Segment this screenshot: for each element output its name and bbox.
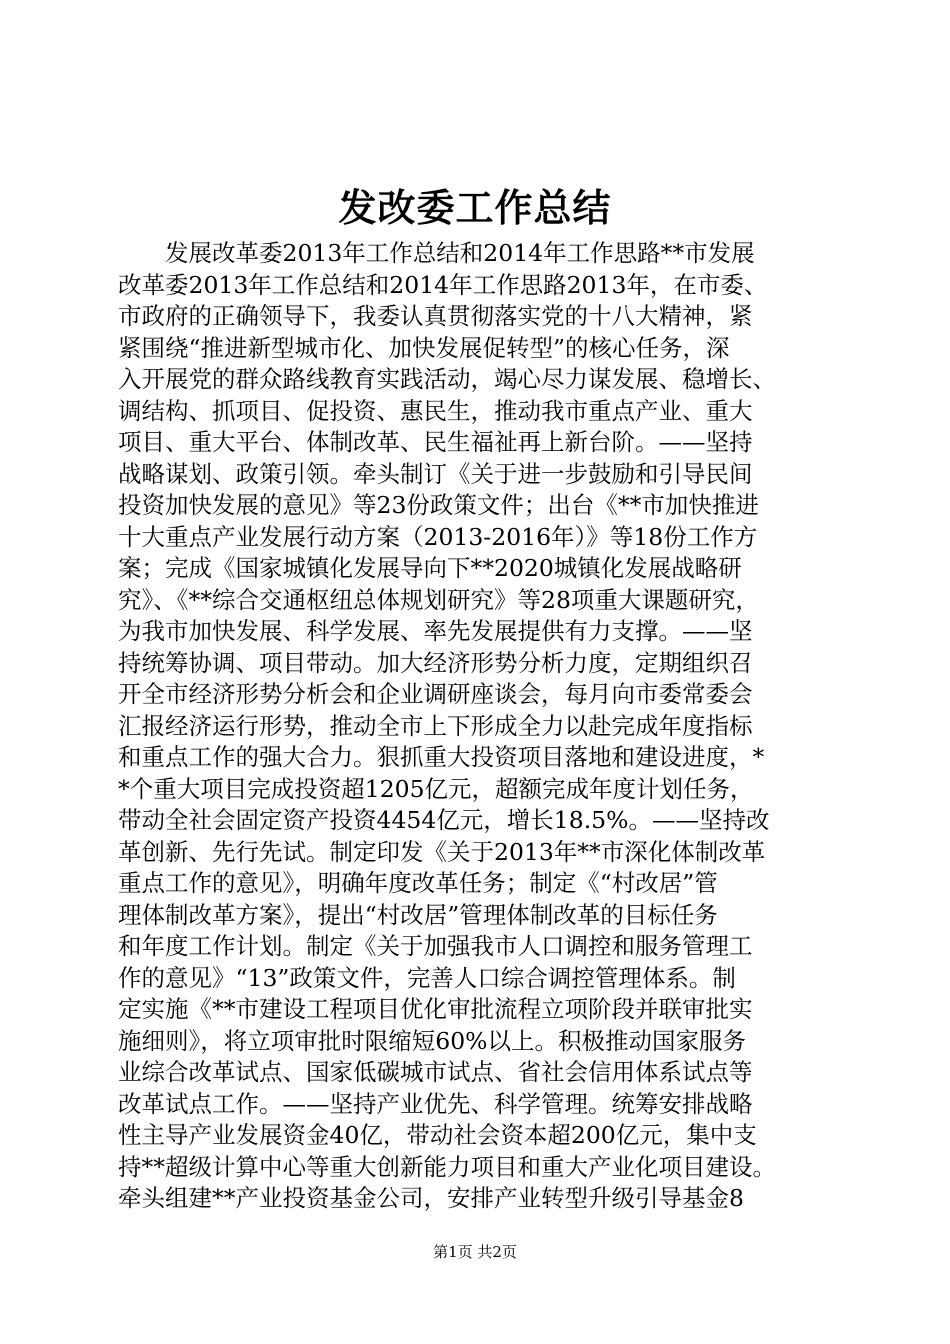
body-line: 带动全社会固定资产投资4454亿元，增长18.5%。——坚持改: [118, 806, 770, 834]
document-title: 发改委工作总结: [338, 185, 612, 230]
body-line: 投资加快发展的意见》等23份政策文件；出台《**市加快推进: [118, 491, 759, 519]
body-line: 改革试点工作。——坚持产业优先、科学管理。统筹安排战略: [118, 1089, 753, 1118]
body-line: 作的意见》“13”政策文件，完善人口综合调控管理体系。制: [118, 963, 736, 992]
body-line: 和年度工作计划。制定《关于加强我市人口调控和服务管理工: [118, 932, 753, 960]
body-line: 战略谋划、政策引领。牵头制订《关于进一步鼓励和引导民间: [118, 459, 753, 488]
body-line: 重点工作的意见》，明确年度改革任务；制定《“村改居”管: [118, 869, 718, 897]
body-line: 为我市加快发展、科学发展、率先发展提供有力支撑。——坚: [118, 617, 753, 645]
body-line: 入开展党的群众路线教育实践活动，竭心尽力谋发展、稳增长、: [118, 365, 776, 393]
body-line: 革创新、先行先试。制定印发《关于2013年**市深化体制改革: [118, 837, 766, 866]
body-line: 持**超级计算中心等重大创新能力项目和重大产业化项目建设。: [118, 1152, 776, 1181]
body-line: 市政府的正确领导下，我委认真贯彻落实党的十八大精神，紧: [118, 302, 753, 330]
body-line: 性主导产业发展资金40亿，带动社会资本超200亿元，集中支: [118, 1121, 757, 1149]
body-line: 持统筹协调、项目带动。加大经济形势分析力度，定期组织召: [118, 648, 753, 677]
body-line: 和重点工作的强大合力。狠抓重大投资项目落地和建设进度，*: [118, 743, 765, 771]
body-line: 究》、《**综合交通枢纽总体规划研究》等28项重大课题研究，: [118, 585, 759, 614]
body-line: *个重大项目完成投资超1205亿元，超额完成年度计划任务，: [118, 774, 754, 803]
body-line: 施细则》，将立项审批时限缩短60%以上。积极推动国家服务: [118, 1026, 746, 1055]
page-indicator: 第1页 共2页: [433, 1243, 517, 1261]
body-line: 开全市经济形势分析会和企业调研座谈会，每月向市委常委会: [118, 680, 753, 708]
body-line: 十大重点产业发展行动方案（2013-2016年）》等18份工作方: [118, 522, 758, 551]
body-line: 发展改革委2013年工作总结和2014年工作思路**市发展: [118, 239, 755, 267]
body-line: 改革委2013年工作总结和2014年工作思路2013年，在市委、: [118, 270, 768, 299]
body-line: 业综合改革试点、国家低碳城市试点、省社会信用体系试点等: [118, 1058, 753, 1086]
body-line: 牵头组建**产业投资基金公司，安排产业转型升级引导基金8: [118, 1184, 744, 1212]
document-body: [118, 238, 838, 1215]
body-line: 理体制改革方案》，提出“村改居”管理体制改革的目标任务: [118, 900, 718, 929]
body-line: 案；完成《国家城镇化发展导向下**2020城镇化发展战略研: [118, 554, 742, 582]
body-line: 项目、重大平台、体制改革、民生福祉再上新台阶。——坚持: [118, 428, 753, 456]
body-line: 汇报经济运行形势，推动全市上下形成全力以赴完成年度指标: [118, 711, 753, 740]
body-line: 定实施《**市建设工程项目优化审批流程立项阶段并联审批实: [118, 995, 753, 1023]
body-line: 紧围绕“推进新型城市化、加快发展促转型”的核心任务，深: [118, 333, 730, 362]
body-line: 调结构、抓项目、促投资、惠民生，推动我市重点产业、重大: [118, 396, 753, 425]
